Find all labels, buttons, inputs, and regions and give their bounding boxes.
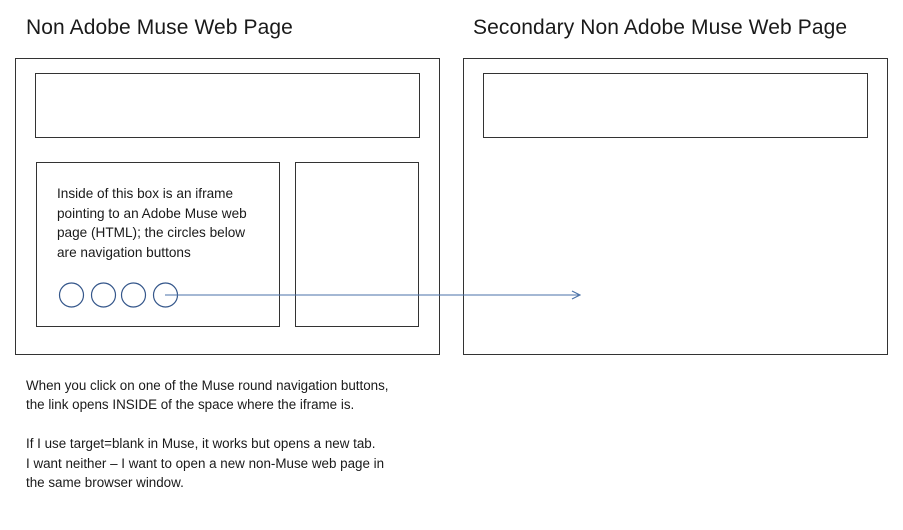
nav-button-circle-1[interactable] bbox=[60, 283, 84, 307]
left-page-title: Non Adobe Muse Web Page bbox=[26, 16, 293, 39]
notes bbox=[26, 376, 389, 492]
note-line: I want neither – I want to open a new non-Muse web page in bbox=[26, 455, 385, 471]
nav-button-circle-2[interactable] bbox=[92, 283, 116, 307]
iframe-description: Inside of this box is an iframe pointing to an Adobe Muse web page (HTML); the circles below are navigation buttons bbox=[57, 186, 247, 260]
note-line: the link opens INSIDE of the space where the iframe is. bbox=[26, 397, 355, 413]
nav-button-circle-3[interactable] bbox=[122, 283, 146, 307]
right-page-title: Secondary Non Adobe Muse Web Page bbox=[473, 16, 848, 39]
note-line: When you click on one of the Muse round navigation buttons, bbox=[26, 378, 389, 393]
note-line: the same browser window. bbox=[26, 475, 184, 491]
note-line: If I use target=blank in Muse, it works but opens a new tab. bbox=[26, 436, 376, 452]
